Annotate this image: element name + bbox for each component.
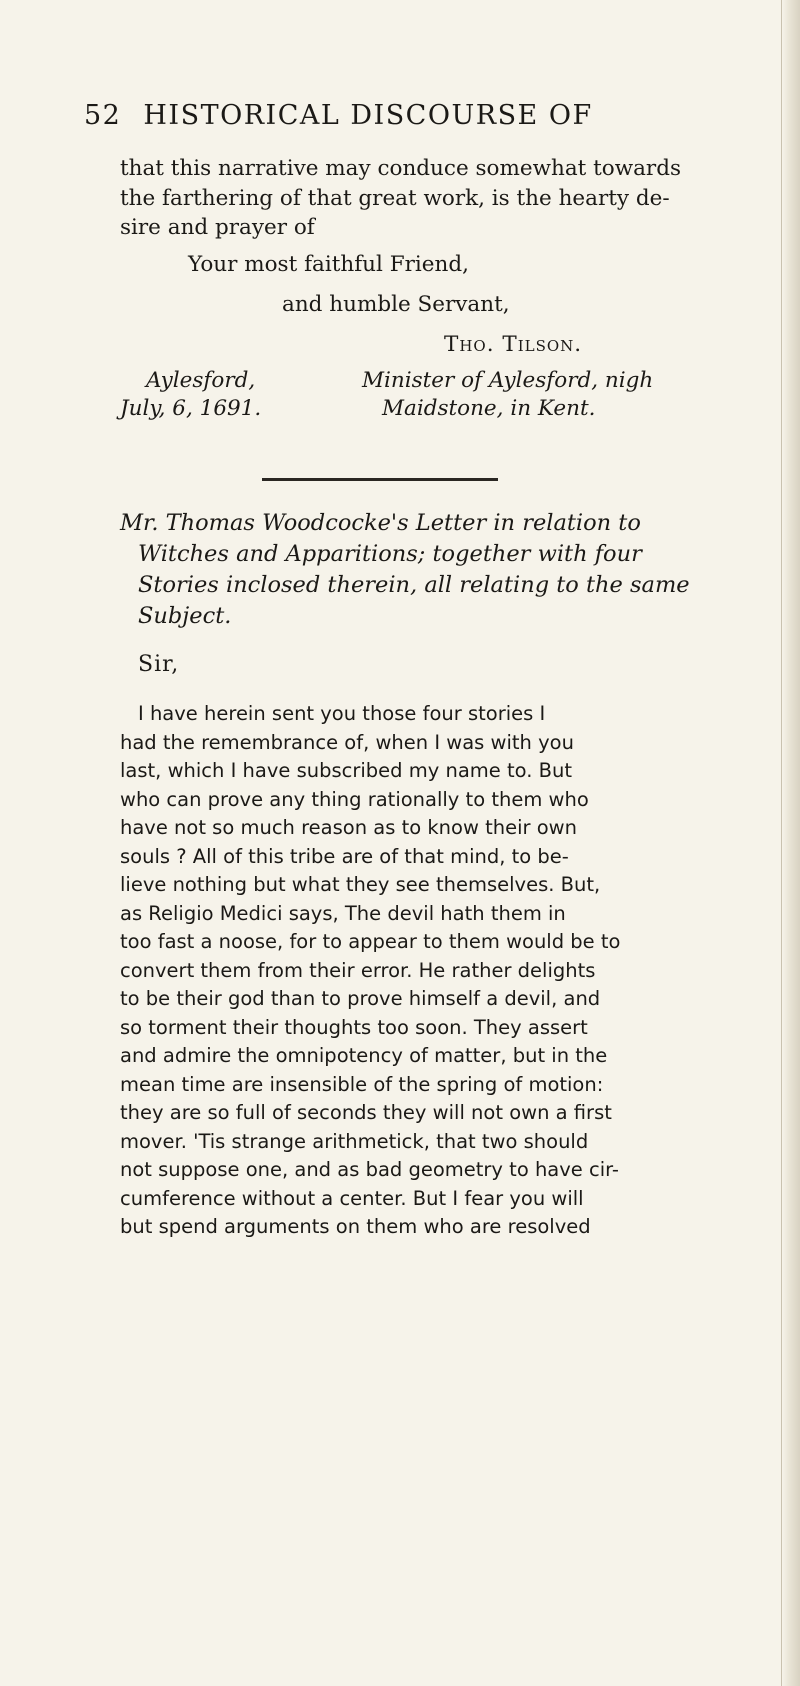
title-line: Subject. (138, 603, 232, 629)
page-number: 52 (84, 100, 122, 131)
section-divider (262, 478, 498, 481)
body-line: but spend arguments on them who are resolved (120, 1215, 591, 1238)
body-line: last, which I have subscribed my name to. But (120, 759, 572, 782)
body-line: as Religio Medici says, The devil hath them in (120, 901, 566, 925)
body-line: too fast a noose, for to appear to them would be to (120, 930, 621, 953)
opening-paragraph (120, 154, 736, 243)
salutation: Sir, (138, 652, 180, 677)
body-line: have not so much reason as to know their own (120, 816, 577, 839)
date: July, 6, 1691. (120, 396, 262, 421)
running-title: HISTORICAL DISCOURSE OF (143, 100, 593, 131)
title-line: Witches and Apparitions; together with four (138, 541, 642, 567)
body-line: who can prove any thing rationally to them who (120, 787, 589, 811)
body-line: lieve nothing but what they see themselves. But, (120, 873, 601, 896)
body-line: convert them from their error. He rather delights (120, 958, 596, 982)
title-line: Stories inclosed therein, all relating to the same (138, 572, 690, 598)
title-line: Mr. Thomas Woodcocke's Letter in relation to (120, 510, 641, 536)
page-edge (781, 0, 800, 1686)
body-line: mover. 'Tis strange arithmetick, that two should (120, 1129, 589, 1153)
closing-line-1: Your most faithful Friend, (188, 252, 469, 277)
signer-name: Tho. Tilson. (444, 332, 583, 357)
running-header (84, 100, 593, 131)
text-line: that this narrative may conduce somewhat towards (120, 156, 682, 181)
letter-title (120, 508, 740, 632)
body-line: they are so full of seconds they will not own a first (120, 1101, 612, 1124)
body-line: souls ? All of this tribe are of that mind, to be- (120, 844, 569, 868)
place: Aylesford, (146, 368, 256, 393)
closing-line-2: and humble Servant, (282, 292, 510, 317)
text-line: sire and prayer of (120, 215, 315, 240)
text-line: the farthering of that great work, is the hearty de- (120, 185, 670, 211)
body-line: and admire the omnipotency of matter, but in the (120, 1044, 608, 1067)
body-line: had the remembrance of, when I was with you (120, 730, 574, 754)
signer-title-line-1: Minister of Aylesford, nigh (362, 368, 654, 393)
letter-body (120, 700, 740, 1242)
body-line: cumference without a center. But I fear you will (120, 1186, 584, 1210)
body-line: I have herein sent you those four stories I (138, 702, 546, 725)
signer-title-line-2: Maidstone, in Kent. (382, 396, 596, 421)
body-line: to be their god than to prove himself a devil, and (120, 987, 601, 1010)
body-line: not suppose one, and as bad geometry to have cir- (120, 1158, 619, 1181)
body-line: mean time are insensible of the spring of motion: (120, 1072, 604, 1096)
body-line: so torment their thoughts too soon. They assert (120, 1015, 588, 1039)
